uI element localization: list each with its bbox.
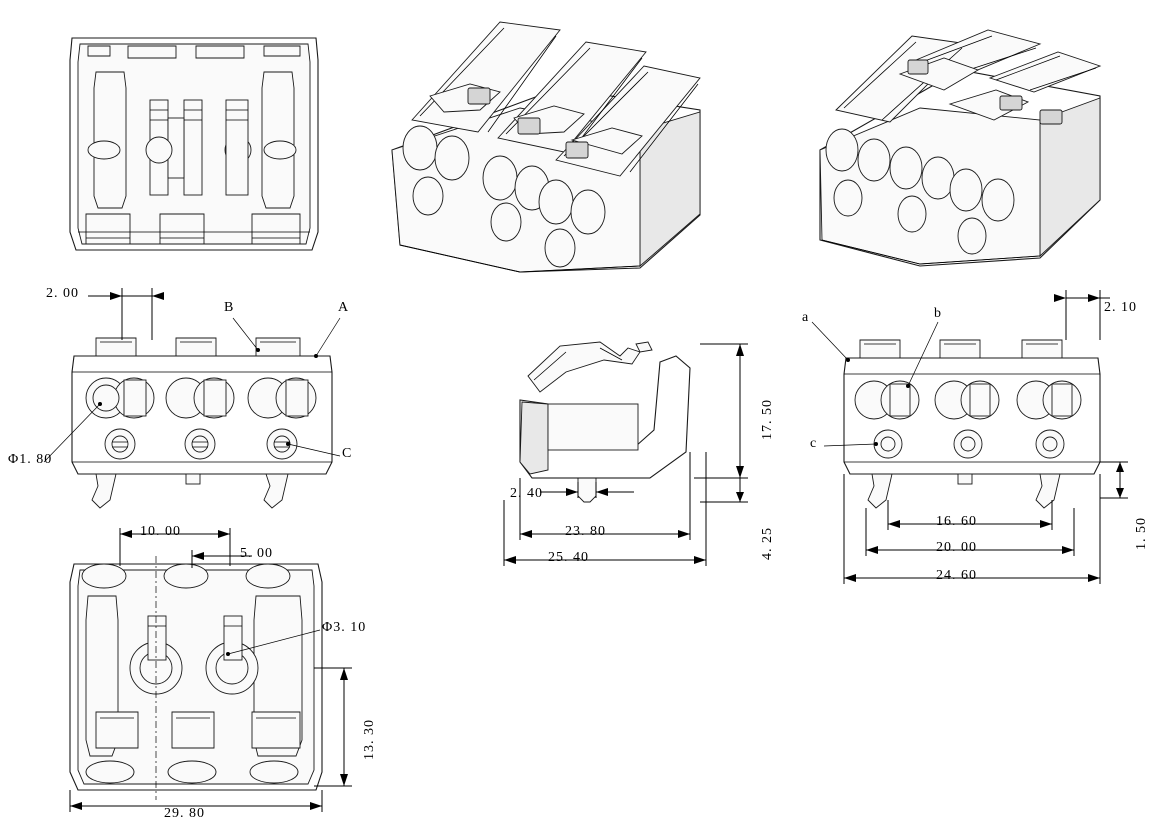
front-view [72, 338, 332, 508]
dim-foot-height-label: 4. 25 [760, 527, 775, 560]
dim-overall-length-label: 29. 80 [164, 806, 205, 821]
iso-view-left [392, 22, 700, 272]
dim-body-width-label: 13. 30 [362, 719, 377, 760]
dim-half-pitch-label: 5. 00 [240, 546, 273, 561]
callout-C: C [342, 446, 352, 461]
dim-mid-span-label: 20. 00 [936, 540, 977, 555]
callout-B: B [224, 300, 234, 315]
callout-c: c [810, 436, 817, 451]
dim-overall-height-label: 17. 50 [760, 399, 775, 440]
dim-pole-pitch-label: 10. 00 [140, 524, 181, 539]
dim-inner-span-label: 16. 60 [936, 514, 977, 529]
dim-pilot-hole-diameter-label: Φ3. 10 [322, 620, 367, 635]
dim-body-depth-label: 23. 80 [565, 524, 606, 539]
bottom-view [70, 556, 322, 800]
side-view [520, 342, 690, 502]
dim-tab-height-label: 1. 50 [1134, 517, 1149, 550]
dim-overall-depth-label: 25. 40 [548, 550, 589, 565]
callout-a: a [802, 310, 809, 325]
callout-A: A [338, 300, 349, 315]
dim-outer-span-label: 24. 60 [936, 568, 977, 583]
dim-hole-diameter-label: Φ1. 80 [8, 452, 53, 467]
iso-view-right [820, 30, 1100, 266]
callout-b: b [934, 306, 941, 321]
top-view [70, 38, 318, 250]
dim-edge-offset-label: 2. 10 [1104, 300, 1137, 315]
dim-pitch-spacing [88, 288, 164, 340]
rear-view [844, 340, 1100, 508]
dim-pin-width-label: 2. 40 [510, 486, 543, 501]
dim-pitch-spacing-label: 2. 00 [46, 286, 79, 301]
